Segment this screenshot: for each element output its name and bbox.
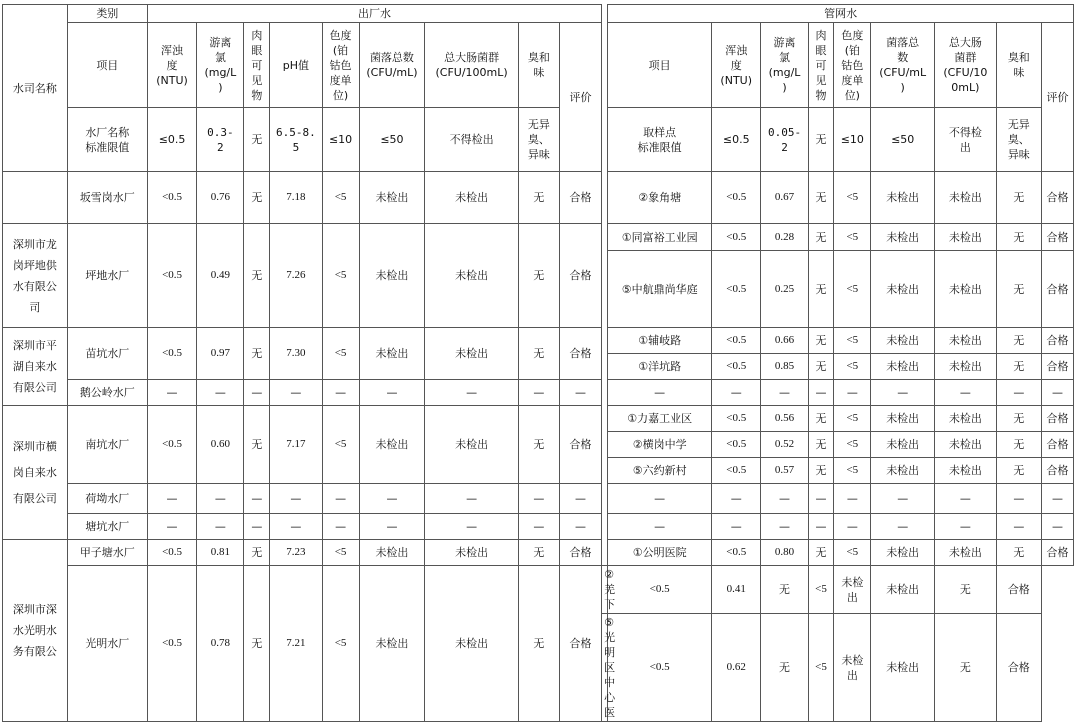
sample-value: <0.5 [712,328,761,354]
plant-value: 7.17 [270,406,322,484]
sample-value: <0.5 [608,614,712,722]
company-name: 深圳市横 岗自来水 有限公司 [3,406,68,540]
evaluation-header: 评价 [1041,23,1073,172]
plant-evaluation: — [559,514,601,540]
sample-value: <5 [834,354,871,380]
param-header: 浑浊 度 (NTU) [712,23,761,108]
limit-value: ≤10 [834,108,871,172]
plant-value: — [270,484,322,514]
sample-value: <0.5 [712,224,761,251]
param-header: 肉 眼 可 见 物 [244,23,270,108]
sample-value: 0.85 [761,354,808,380]
plant-value: — [359,514,425,540]
param-header: 菌落总数 (CFU/mL) [359,23,425,108]
param-header: 总大肠菌群 (CFU/100mL) [425,23,519,108]
limit-value: 无异 臭、 异味 [996,108,1041,172]
sample-value: <5 [834,172,871,224]
sample-value: <5 [834,328,871,354]
sample-value: — [712,514,761,540]
limit-value: 6.5-8. 5 [270,108,322,172]
sample-evaluation: 合格 [1041,540,1073,566]
sample-point: — [608,380,712,406]
param-header: 菌落总 数 (CFU/mL ) [871,23,935,108]
param-header: 臭和 味 [518,23,559,108]
sample-value: 未检出 [871,406,935,432]
plant-value: 无 [518,406,559,484]
sample-point: ②横岗中学 [608,432,712,458]
sample-value: 未检出 [871,566,935,614]
sample-value: 0.25 [761,251,808,328]
plant-value: — [147,380,196,406]
sample-value: 无 [808,251,834,328]
sample-value: — [935,484,997,514]
plant-value: <0.5 [147,540,196,566]
plant-value: 0.49 [197,224,244,328]
param-header: 臭和 味 [996,23,1041,108]
plant-name: 坪地水厂 [67,224,147,328]
param-header: 浑浊 度 (NTU) [147,23,196,108]
plant-name: 苗坑水厂 [67,328,147,380]
sample-point: — [608,484,712,514]
sample-point: — [608,514,712,540]
plant-value: 未检出 [359,406,425,484]
plant-value: 7.23 [270,540,322,566]
sample-value: <5 [808,566,834,614]
sample-value: 未检出 [935,328,997,354]
sample-value: — [871,484,935,514]
limit-value: ≤0.5 [147,108,196,172]
sample-value: 无 [808,354,834,380]
sample-value: 未检出 [935,172,997,224]
sample-evaluation: 合格 [1041,251,1073,328]
plant-name: 鹅公岭水厂 [67,380,147,406]
plant-name: 甲子塘水厂 [67,540,147,566]
plant-value: <5 [322,566,359,722]
limit-value: 不得检出 [425,108,519,172]
sample-evaluation: — [1041,484,1073,514]
plant-standard-label: 水厂名称 标准限值 [67,108,147,172]
plant-value: 未检出 [359,224,425,328]
plant-value: <0.5 [147,172,196,224]
sample-value: 无 [935,566,997,614]
sample-value: — [761,380,808,406]
plant-value: <0.5 [147,224,196,328]
sample-value: <0.5 [712,406,761,432]
plant-name: 塘坑水厂 [67,514,147,540]
sample-evaluation: 合格 [1041,406,1073,432]
sample-value: 未检出 [834,614,871,722]
sample-value: 未检出 [871,251,935,328]
sample-value: 无 [996,354,1041,380]
sample-evaluation: 合格 [1041,172,1073,224]
sample-value: 无 [996,172,1041,224]
sample-value: — [935,514,997,540]
sample-value: 0.67 [761,172,808,224]
plant-value: — [518,484,559,514]
plant-value: — [518,380,559,406]
sample-value: <0.5 [712,354,761,380]
plant-value: — [425,380,519,406]
sample-value: <5 [834,540,871,566]
limit-value: 0.3- 2 [197,108,244,172]
sample-value: 0.28 [761,224,808,251]
plant-value: — [197,380,244,406]
sample-value: 未检出 [871,172,935,224]
sample-point: ①同富裕工业园 [608,224,712,251]
plant-name: 光明水厂 [67,566,147,722]
plant-value: 未检出 [425,540,519,566]
sample-value: 无 [808,328,834,354]
plant-value: 0.97 [197,328,244,380]
plant-value: 7.21 [270,566,322,722]
company-cell [3,172,68,224]
sample-point: ⑤六约新村 [608,458,712,484]
plant-value: 未检出 [359,566,425,722]
plant-value: 未检出 [425,224,519,328]
plant-value: 未检出 [425,566,519,722]
sample-value: 未检出 [935,540,997,566]
sample-value: 未检出 [935,224,997,251]
limit-value: 无 [244,108,270,172]
sample-evaluation: 合格 [1041,458,1073,484]
plant-value: <5 [322,406,359,484]
plant-evaluation: — [559,380,601,406]
plant-evaluation: 合格 [559,406,601,484]
plant-value: 7.18 [270,172,322,224]
plant-value: 无 [518,224,559,328]
sample-evaluation: 合格 [1041,432,1073,458]
sample-value: <0.5 [712,432,761,458]
param-header: 肉 眼 可 见 物 [808,23,834,108]
evaluation-header: 评价 [559,23,601,172]
sample-evaluation: 合格 [1041,224,1073,251]
sample-value: 未检出 [871,432,935,458]
sample-value: 0.52 [761,432,808,458]
limit-value: ≤50 [871,108,935,172]
sample-value: 无 [808,172,834,224]
plant-value: 未检出 [425,328,519,380]
plant-value: — [425,514,519,540]
plant-value: — [359,484,425,514]
plant-value: 0.78 [197,566,244,722]
sample-value: 无 [808,224,834,251]
sample-evaluation: 合格 [1041,354,1073,380]
sample-value: 无 [996,328,1041,354]
sample-value: 0.66 [761,328,808,354]
outgoing-water-header: 出厂水 [147,5,601,23]
item-header: 项目 [67,23,147,108]
plant-value: <5 [322,172,359,224]
network-water-header: 管网水 [608,5,1074,23]
sample-value: 未检出 [834,566,871,614]
plant-value: 7.26 [270,224,322,328]
plant-value: 无 [244,328,270,380]
sample-value: 无 [996,224,1041,251]
sample-value: — [834,380,871,406]
sample-value: <0.5 [712,458,761,484]
plant-value: 无 [244,566,270,722]
sample-value: 未检出 [935,432,997,458]
sample-value: <5 [834,458,871,484]
plant-value: — [322,514,359,540]
sample-point: ①辅岐路 [608,328,712,354]
plant-value: 无 [518,172,559,224]
limit-value: ≤50 [359,108,425,172]
plant-value: 未检出 [359,328,425,380]
plant-value: <0.5 [147,406,196,484]
sample-value: 无 [996,251,1041,328]
plant-name: 荷坳水厂 [67,484,147,514]
param-header: 色度 (铂 钴色 度单 位) [322,23,359,108]
sample-value: 无 [808,406,834,432]
sample-value: 未检出 [871,614,935,722]
sample-value: 未检出 [871,354,935,380]
plant-evaluation: 合格 [559,540,601,566]
plant-value: — [244,484,270,514]
sample-point: ①洋坑路 [608,354,712,380]
sample-value: — [808,484,834,514]
plant-value: <5 [322,540,359,566]
sample-value: 无 [761,566,808,614]
sample-value: 无 [996,432,1041,458]
sample-point: ①公明医院 [608,540,712,566]
sample-value: 未检出 [935,458,997,484]
plant-evaluation: 合格 [559,328,601,380]
sample-value: <0.5 [712,251,761,328]
plant-value: 无 [518,540,559,566]
sample-point: ⑤光明区中心医 [602,614,608,722]
sample-value: 0.80 [761,540,808,566]
plant-value: 无 [244,172,270,224]
sample-value: — [871,514,935,540]
plant-value: <5 [322,328,359,380]
param-header: 游离 氯 (mg/L ) [761,23,808,108]
sample-value: <5 [808,614,834,722]
sample-value: 未检出 [935,406,997,432]
plant-value: — [147,514,196,540]
sample-value: — [834,484,871,514]
sample-value: 无 [996,458,1041,484]
param-header: pH值 [270,23,322,108]
sample-value: — [712,484,761,514]
plant-value: <0.5 [147,566,196,722]
sample-value: <5 [834,224,871,251]
sample-value: 未检出 [871,224,935,251]
plant-value: 0.60 [197,406,244,484]
sample-point: ②羌下 [602,566,608,614]
plant-value: 未检出 [425,172,519,224]
plant-value: <0.5 [147,328,196,380]
sample-value: <0.5 [608,566,712,614]
plant-value: 未检出 [359,540,425,566]
sample-value: — [996,514,1041,540]
item-header: 项目 [608,23,712,108]
limit-value: ≤10 [322,108,359,172]
param-header: 总大肠 菌群 (CFU/10 0mL) [935,23,997,108]
sample-evaluation: 合格 [1041,328,1073,354]
sample-value: 0.62 [712,614,761,722]
sample-value: 无 [808,458,834,484]
sample-value: 无 [935,614,997,722]
sample-evaluation: — [1041,514,1073,540]
sample-value: — [996,380,1041,406]
sample-value: 0.57 [761,458,808,484]
sample-value: 未检出 [871,458,935,484]
plant-value: — [244,380,270,406]
plant-value: 无 [244,540,270,566]
plant-value: 0.76 [197,172,244,224]
sample-value: <0.5 [712,172,761,224]
sample-value: — [996,484,1041,514]
sample-value: <5 [834,406,871,432]
limit-value: 0.05- 2 [761,108,808,172]
plant-value: 无 [244,406,270,484]
plant-value: 无 [518,328,559,380]
sample-evaluation: — [1041,380,1073,406]
plant-name: 坂雪岗水厂 [67,172,147,224]
sample-value: 0.41 [712,566,761,614]
limit-value: 不得检 出 [935,108,997,172]
sample-point: ②象角塘 [608,172,712,224]
sample-value: — [935,380,997,406]
plant-value: — [244,514,270,540]
sample-value: 无 [996,406,1041,432]
sample-value: 无 [808,540,834,566]
plant-value: — [270,380,322,406]
plant-value: <5 [322,224,359,328]
plant-name: 南坑水厂 [67,406,147,484]
plant-value: — [322,380,359,406]
plant-value: 无 [244,224,270,328]
plant-evaluation: 合格 [559,566,601,722]
plant-value: 7.30 [270,328,322,380]
sample-value: — [712,380,761,406]
sample-value: 未检出 [871,540,935,566]
sample-value: 未检出 [935,251,997,328]
sample-value: 无 [808,432,834,458]
water-quality-table [2,4,1074,722]
sample-value: 0.56 [761,406,808,432]
param-header: 色度 (铂 钴色 度单 位) [834,23,871,108]
sample-value: 未检出 [871,328,935,354]
limit-value: ≤0.5 [712,108,761,172]
plant-value: — [518,514,559,540]
plant-value: 未检出 [359,172,425,224]
sample-value: 无 [996,540,1041,566]
sample-value: <0.5 [712,540,761,566]
sample-value: <5 [834,432,871,458]
sample-value: — [808,380,834,406]
company-name: 深圳市深 水光明水 务有限公 [3,540,68,722]
company-name: 深圳市平 湖自来水 有限公司 [3,328,68,406]
param-header: 游离 氯 (mg/L ) [197,23,244,108]
plant-value: — [425,484,519,514]
plant-value: 无 [518,566,559,722]
plant-value: — [322,484,359,514]
limit-value: 无 [808,108,834,172]
sample-evaluation: 合格 [996,566,1041,614]
plant-value: — [270,514,322,540]
limit-value: 无异 臭、 异味 [518,108,559,172]
plant-value: 未检出 [425,406,519,484]
plant-value: 0.81 [197,540,244,566]
sample-value: 无 [761,614,808,722]
plant-value: — [197,514,244,540]
sample-value: — [808,514,834,540]
plant-value: — [359,380,425,406]
sample-evaluation: 合格 [996,614,1041,722]
sample-value: 未检出 [935,354,997,380]
plant-value: — [147,484,196,514]
plant-evaluation: — [559,484,601,514]
plant-value: — [197,484,244,514]
plant-evaluation: 合格 [559,172,601,224]
sample-standard-label: 取样点 标准限值 [608,108,712,172]
category-header: 类别 [67,5,147,23]
company-column-header: 水司名称 [3,5,68,172]
sample-value: — [761,484,808,514]
sample-value: <5 [834,251,871,328]
sample-point: ⑤中航鼎尚华庭 [608,251,712,328]
sample-value: — [834,514,871,540]
sample-value: — [761,514,808,540]
sample-point: ①力嘉工业区 [608,406,712,432]
plant-evaluation: 合格 [559,224,601,328]
company-name: 深圳市龙 岗坪地供 水有限公 司 [3,224,68,328]
sample-value: — [871,380,935,406]
